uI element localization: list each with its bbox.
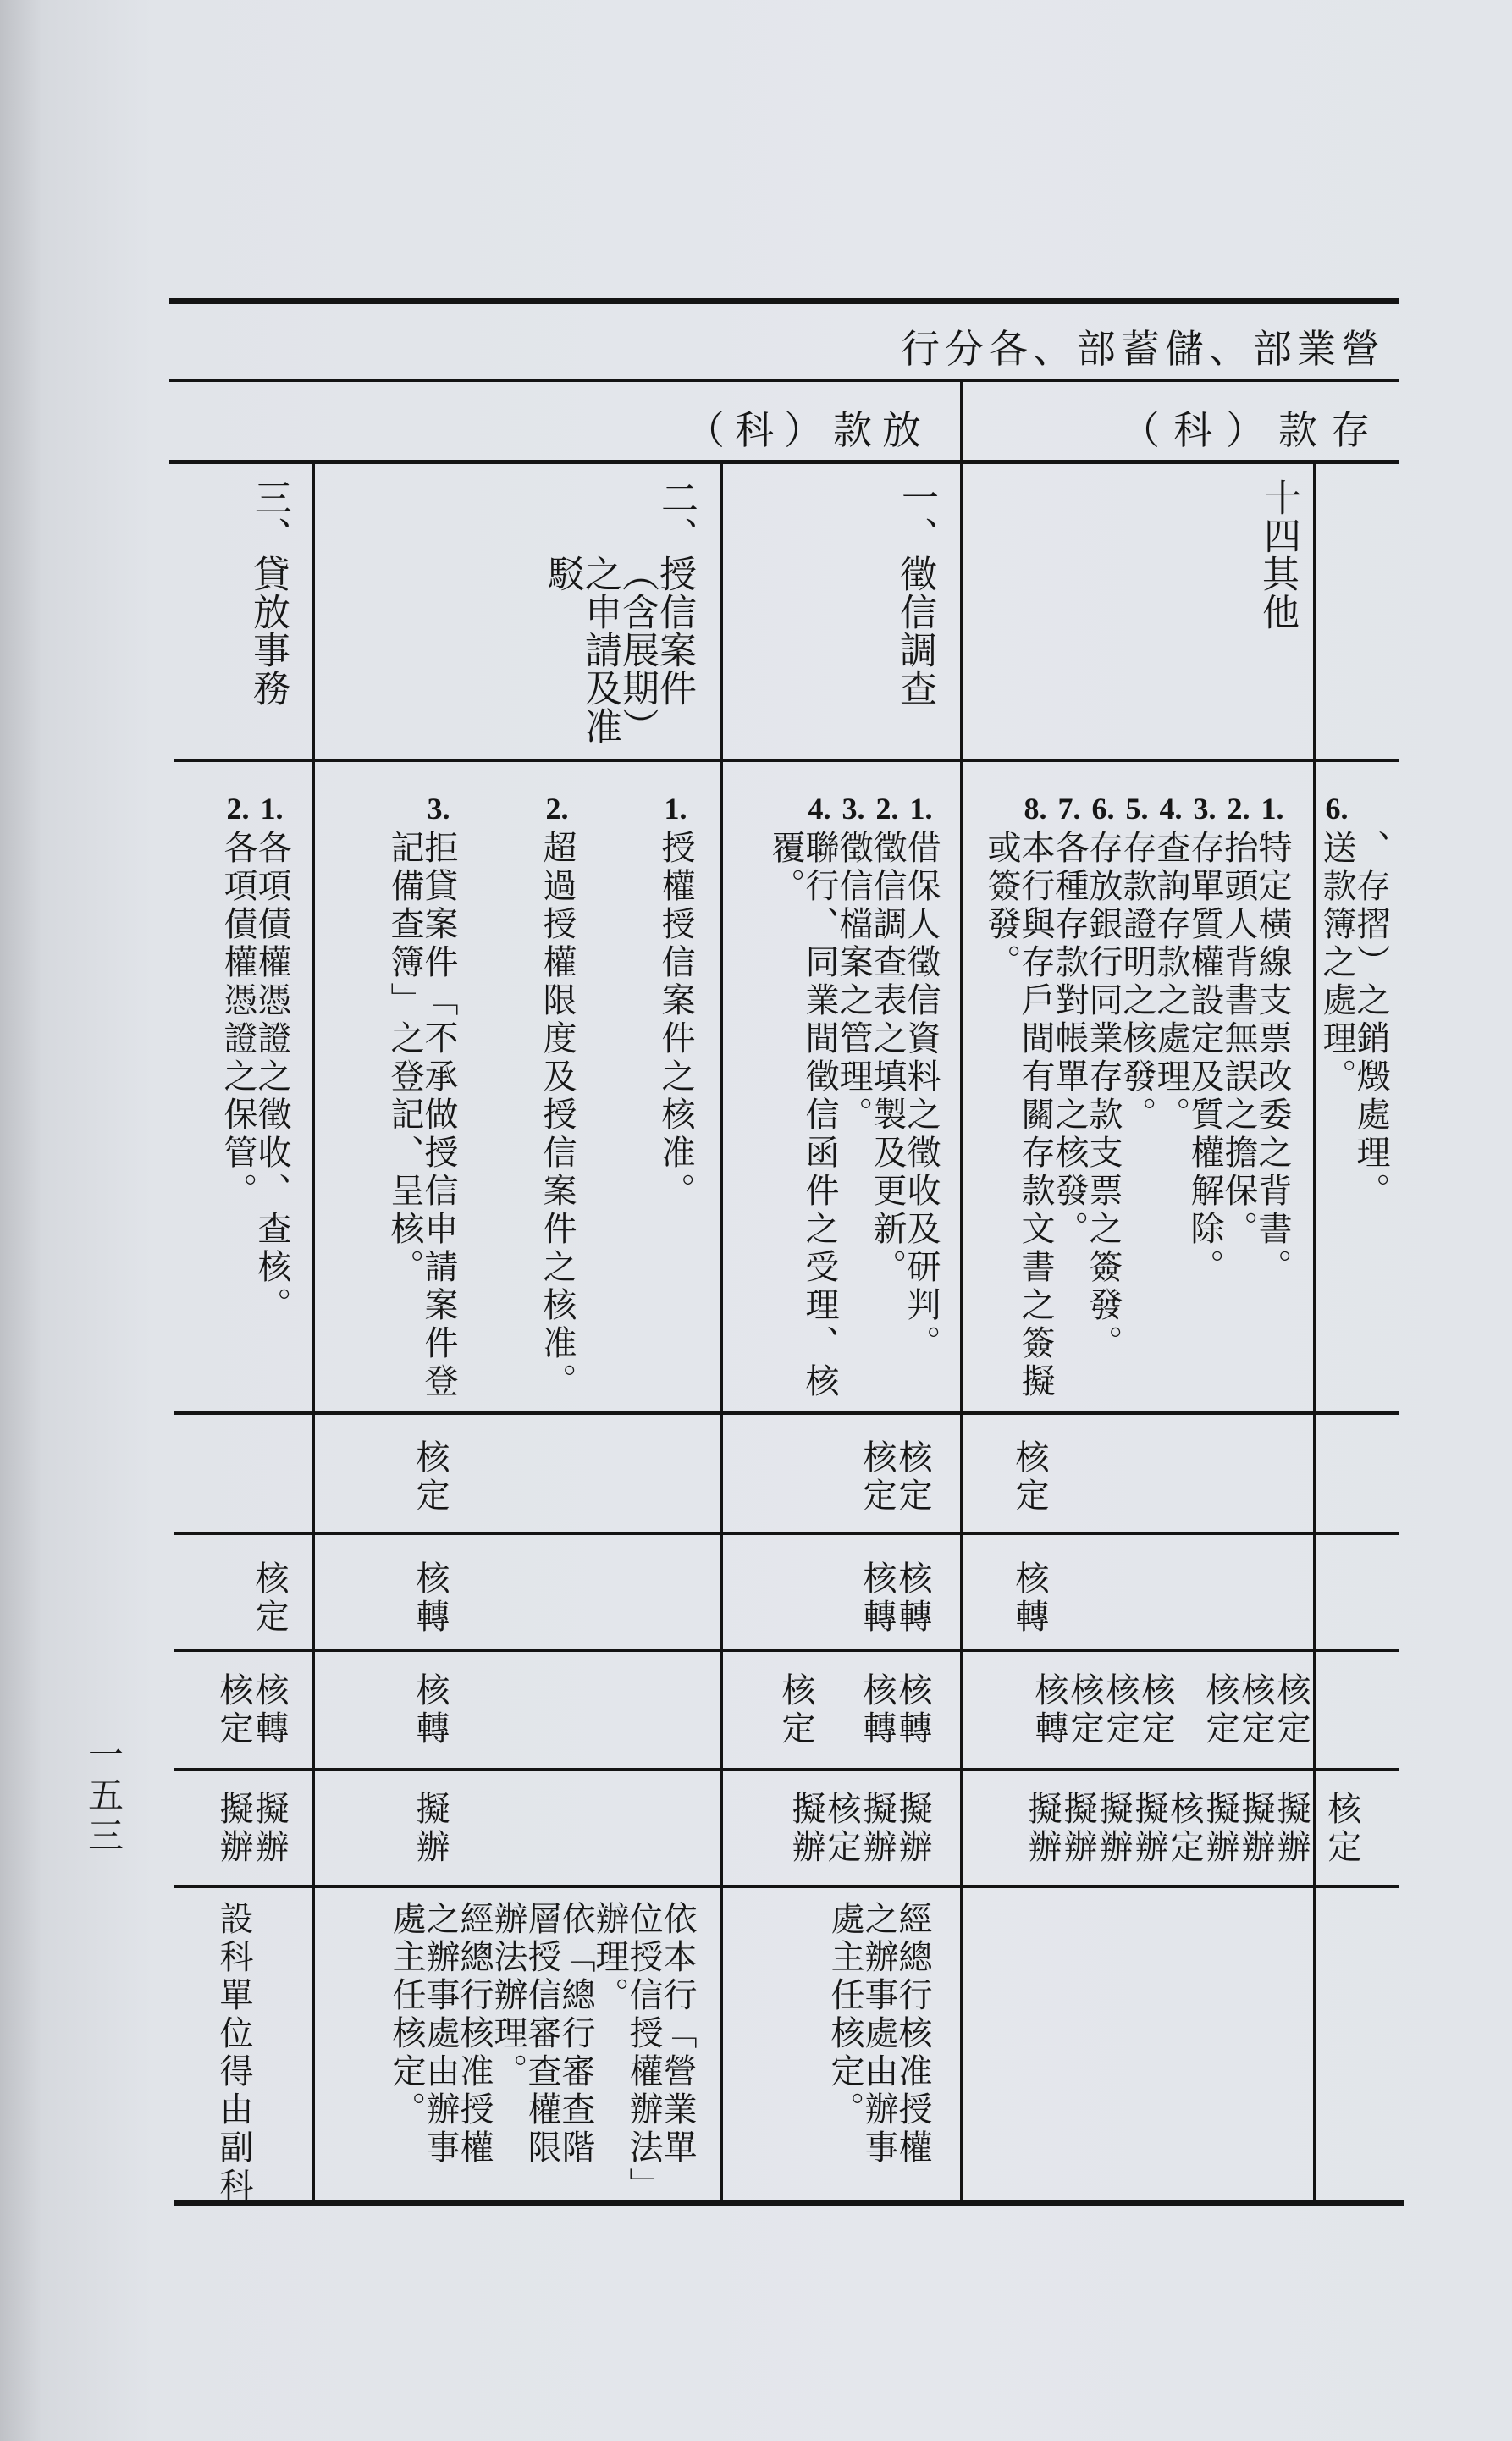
approval-mark: 核轉 xyxy=(858,1672,897,1748)
approval-mark: 核定 xyxy=(411,1439,450,1516)
approval-mark: 核定 xyxy=(1101,1672,1140,1748)
deposit-item-list xyxy=(982,787,1292,1401)
approval-mark: 擬辦 xyxy=(1094,1791,1133,1867)
category-credit-cases xyxy=(541,478,698,745)
approval-mark: 擬辦 xyxy=(1236,1791,1275,1867)
approval-mark: 擬辦 xyxy=(858,1791,897,1867)
item-number: 4. xyxy=(1159,792,1183,826)
approval-mark: 核定 xyxy=(858,1439,897,1516)
list-item xyxy=(766,787,839,1401)
table-rule xyxy=(174,1649,1399,1652)
item-number: 2. xyxy=(1227,792,1250,826)
approval-row3-credit-investigation-a xyxy=(858,1672,930,1750)
list-item xyxy=(656,787,695,1401)
approval-mark: 核轉 xyxy=(893,1672,932,1748)
approval-mark: 核定 xyxy=(1200,1672,1239,1748)
remarks-credit-investigation xyxy=(825,1901,932,2199)
approval-mark: 擬辦 xyxy=(786,1791,825,1867)
list-item xyxy=(1151,787,1190,1401)
deposit-section-header: 存款（科） xyxy=(1121,407,1383,453)
approval-row2-credit-cases xyxy=(411,1560,450,1638)
approval-row1-deposit xyxy=(1010,1439,1049,1517)
remarks-lending xyxy=(214,1901,253,2206)
approval-mark: 核定 xyxy=(893,1439,932,1516)
list-item xyxy=(1084,787,1123,1401)
item-number: 3. xyxy=(427,792,450,826)
table-rule xyxy=(174,1768,1399,1771)
approval-mark: 核轉 xyxy=(1029,1672,1068,1748)
remark-text: 依本行「營業單位授信授權辦法」辦理。 xyxy=(590,1901,697,2189)
approval-mark: 擬辦 xyxy=(1023,1791,1062,1867)
approval-mark: 擬辦 xyxy=(1058,1791,1097,1867)
approval-row2-lending xyxy=(250,1560,289,1638)
page-number: 一五三 xyxy=(83,1736,124,1858)
item-number: 6. xyxy=(1325,792,1349,826)
category-title: 授信案件（含展期）之申請及准駁 xyxy=(541,555,696,745)
list-item xyxy=(982,787,1055,1401)
item-text: 各種存款對帳單之核發。 xyxy=(1050,830,1089,1249)
item-text: 各項債權憑證之保管。 xyxy=(218,830,257,1211)
column-divider xyxy=(960,381,963,2203)
approval-row4-other xyxy=(1323,1791,1359,1869)
approval-mark: 核轉 xyxy=(893,1560,932,1637)
item-number: 5. xyxy=(1125,792,1149,826)
item-text: 各項債權憑證之徵收、查核。 xyxy=(252,830,291,1325)
remark-paragraph xyxy=(214,1901,253,2206)
approval-mark: 核定 xyxy=(776,1672,815,1748)
remark-text: 依「總行審查階層授信審查權限辦法辦理。 xyxy=(488,1901,595,2168)
approval-row3-lending xyxy=(214,1672,289,1750)
item-number: 3. xyxy=(1193,792,1217,826)
approval-row3-credit-cases xyxy=(411,1672,450,1750)
list-item xyxy=(1185,787,1224,1401)
table-rule xyxy=(174,1411,1399,1415)
item-text: 聯行、同業間徵信函件之受理、核覆。 xyxy=(766,830,839,1401)
item-text: 送款簿之處理。 xyxy=(1317,830,1356,1096)
item-text: 授權授信案件之核准。 xyxy=(656,830,695,1211)
category-lending xyxy=(246,478,291,749)
approval-row2-deposit xyxy=(1010,1560,1049,1638)
remark-paragraph xyxy=(825,1901,932,2199)
list-item xyxy=(218,787,257,1401)
remark-paragraph xyxy=(488,1901,595,2199)
item-number: 2. xyxy=(226,792,250,826)
item-number xyxy=(1354,787,1388,830)
approval-row1-credit-investigation xyxy=(858,1439,930,1517)
approval-row3-deposit-b xyxy=(1030,1672,1173,1750)
approval-mark: 核定 xyxy=(1010,1439,1049,1516)
approval-mark: 核定 xyxy=(1165,1791,1204,1867)
category-number: 三、 xyxy=(248,478,291,555)
item-number: 7. xyxy=(1057,792,1081,826)
item-text: 特定橫線支票改委之背書。 xyxy=(1253,830,1292,1287)
item-number: 3. xyxy=(842,792,865,826)
item-text: 抬頭人背書無誤之擔保。 xyxy=(1219,830,1258,1249)
remark-text: 經總行核准授權之辦事處由辦事處主任核定。 xyxy=(387,1901,494,2168)
category-other xyxy=(1255,478,1300,809)
table-rule xyxy=(174,759,1399,762)
approval-mark: 核轉 xyxy=(1010,1560,1049,1637)
credit-investigation-item-list xyxy=(766,787,941,1401)
category-number: 一、 xyxy=(895,478,938,555)
list-item xyxy=(834,787,873,1401)
item-number: 6. xyxy=(1091,792,1115,826)
item-text: 徵信檔案之管理。 xyxy=(834,830,873,1135)
approval-row4-credit-cases xyxy=(411,1791,450,1869)
approval-mark: 核定 xyxy=(1322,1791,1361,1867)
approval-mark: 核定 xyxy=(1272,1672,1311,1748)
table-bottom-rule xyxy=(174,2200,1404,2206)
approval-mark: 擬辦 xyxy=(1200,1791,1239,1867)
column-divider xyxy=(312,462,315,2203)
loan-section-header: 放款（科） xyxy=(686,407,931,453)
category-number: 二、 xyxy=(654,478,698,555)
list-item xyxy=(902,787,941,1401)
column-divider xyxy=(1313,462,1316,2203)
item-number: 1. xyxy=(909,792,933,826)
remarks-credit-cases xyxy=(387,1901,697,2199)
remark-paragraph xyxy=(387,1901,494,2199)
approval-mark: 核轉 xyxy=(411,1560,450,1637)
list-item xyxy=(1317,787,1356,1401)
item-number: 8. xyxy=(1024,792,1047,826)
category-number: 十四 xyxy=(1257,478,1300,555)
approval-mark: 擬辦 xyxy=(214,1791,253,1867)
approval-mark: 核轉 xyxy=(250,1672,289,1748)
list-item xyxy=(1219,787,1258,1401)
item-number: 1. xyxy=(260,792,284,826)
item-text: 拒貸案件「不承做授信申請案件登記備查簿」之登記、呈核。 xyxy=(385,830,458,1401)
list-item xyxy=(1351,787,1390,1401)
other-item-list xyxy=(1317,787,1390,1401)
approval-row4-lending xyxy=(214,1791,289,1869)
list-item xyxy=(1050,787,1089,1401)
item-text: 存單質權設定及質權解除。 xyxy=(1185,830,1224,1287)
approval-mark: 核轉 xyxy=(411,1672,450,1748)
approval-row4-credit-investigation xyxy=(787,1791,930,1869)
approval-mark: 擬辦 xyxy=(1129,1791,1168,1867)
approval-mark: 核定 xyxy=(250,1560,289,1637)
table-top-rule xyxy=(169,298,1399,304)
list-item xyxy=(385,787,458,1401)
table-rule xyxy=(174,1532,1399,1535)
approval-mark: 核定 xyxy=(1065,1672,1104,1748)
list-item xyxy=(538,787,577,1401)
approval-mark: 擬辦 xyxy=(893,1791,932,1867)
approval-row3-credit-investigation-b xyxy=(777,1672,813,1750)
item-number: 4. xyxy=(808,792,831,826)
item-number: 1. xyxy=(664,792,687,826)
category-title: 其他 xyxy=(1255,555,1299,631)
list-item xyxy=(1117,787,1156,1401)
remark-text: 設科單位得由副科 xyxy=(214,1901,253,2206)
item-text: 借保人徵信資料之徵收及研判。 xyxy=(902,830,941,1363)
item-text: 存款證明之核發。 xyxy=(1117,830,1156,1135)
item-text: 、存摺）之銷燬處理。 xyxy=(1351,830,1390,1211)
table-rule xyxy=(169,379,1399,382)
approval-mark: 核定 xyxy=(822,1791,861,1867)
approval-mark: 擬辦 xyxy=(411,1791,450,1867)
lending-item-list xyxy=(218,787,291,1401)
item-text: 存放銀行同業存款支票之簽發。 xyxy=(1084,830,1123,1363)
list-item xyxy=(252,787,291,1401)
table-rule xyxy=(169,460,1399,464)
approval-mark: 擬辦 xyxy=(250,1791,289,1867)
approval-mark: 核轉 xyxy=(858,1560,897,1637)
item-number: 1. xyxy=(1261,792,1284,826)
item-text: 徵信調查表之填製及更新。 xyxy=(868,830,907,1287)
column-divider xyxy=(720,462,723,2203)
list-item xyxy=(868,787,907,1401)
item-text: 本行與存戶間有關存款文書之簽擬或簽發。 xyxy=(982,830,1055,1401)
item-text: 超過授權限度及授信案件之核准。 xyxy=(538,830,577,1401)
department-header: 營業部、儲蓄部、各分行 xyxy=(901,326,1385,372)
item-number: 2. xyxy=(545,792,569,826)
approval-mark: 擬辦 xyxy=(1272,1791,1311,1867)
approval-mark: 核定 xyxy=(1136,1672,1175,1748)
item-text: 查詢存款之處理。 xyxy=(1151,830,1190,1135)
approval-row2-credit-investigation xyxy=(858,1560,930,1638)
approval-row1-credit-cases xyxy=(411,1439,450,1517)
approval-row3-deposit-a xyxy=(1200,1672,1311,1750)
approval-mark: 核定 xyxy=(214,1672,253,1748)
item-number: 2. xyxy=(875,792,899,826)
category-title: 徵信調查 xyxy=(893,555,936,707)
approval-row4-deposit xyxy=(1023,1791,1311,1869)
category-title: 貸放事務 xyxy=(246,555,290,707)
remark-paragraph xyxy=(590,1901,697,2199)
credit-cases-item-list xyxy=(385,787,695,1401)
table-rule xyxy=(174,1885,1399,1888)
approval-mark: 核定 xyxy=(1236,1672,1275,1748)
list-item xyxy=(1253,787,1292,1401)
remark-text: 經總行核准授權之辦事處由辦事處主任核定。 xyxy=(825,1901,932,2168)
category-credit-investigation xyxy=(893,478,938,749)
